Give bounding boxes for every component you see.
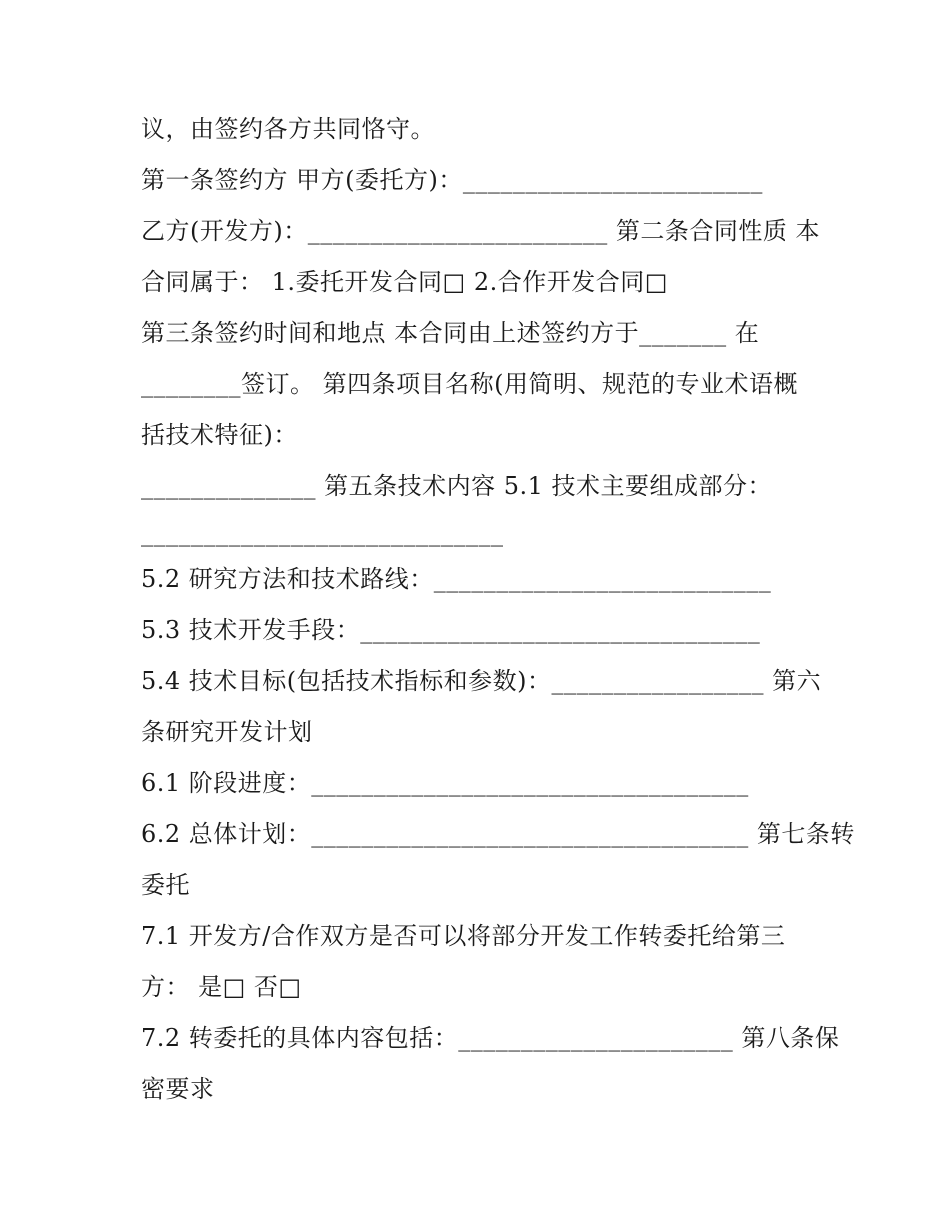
text-line: 条研究开发计划	[141, 718, 313, 746]
text-line: 7.2 转委托的具体内容包括：______________________ 第八条保	[141, 1024, 840, 1052]
text-line: 第一条签约方 甲方(委托方)：________________________	[141, 166, 763, 194]
text-line: 6.1 阶段进度：___________________________________	[141, 769, 749, 797]
text-line: ________签订。 第四条项目名称(用简明、规范的专业术语概	[141, 370, 798, 398]
text-line: 5.4 技术目标(包括技术指标和参数)：_________________ 第六	[141, 667, 822, 695]
text-line: 第三条签约时间和地点 本合同由上述签约方于_______ 在	[141, 319, 760, 347]
text-line: 委托	[141, 871, 190, 899]
text-line: 6.2 总体计划：___________________________________ 第七条转	[141, 820, 855, 848]
text-line: ______________ 第五条技术内容 5.1 技术主要组成部分：	[141, 472, 773, 500]
text-line: 合同属于： 1.委托开发合同□ 2.合作开发合同□	[141, 268, 668, 296]
text-line: 乙方(开发方)：________________________ 第二条合同性质 本	[141, 217, 820, 245]
text-line: 方： 是□ 否□	[141, 973, 302, 1001]
text-line: 括技术特征)：	[141, 421, 298, 449]
text-line: 5.3 技术开发手段：________________________________	[141, 616, 761, 644]
text-line: _____________________________	[141, 519, 504, 547]
text-line: 5.2 研究方法和技术路线：___________________________	[141, 565, 772, 593]
text-line: 密要求	[141, 1075, 215, 1103]
text-line: 7.1 开发方/合作双方是否可以将部分开发工作转委托给第三	[141, 922, 786, 950]
text-line: 议，由签约各方共同恪守。	[141, 115, 435, 143]
